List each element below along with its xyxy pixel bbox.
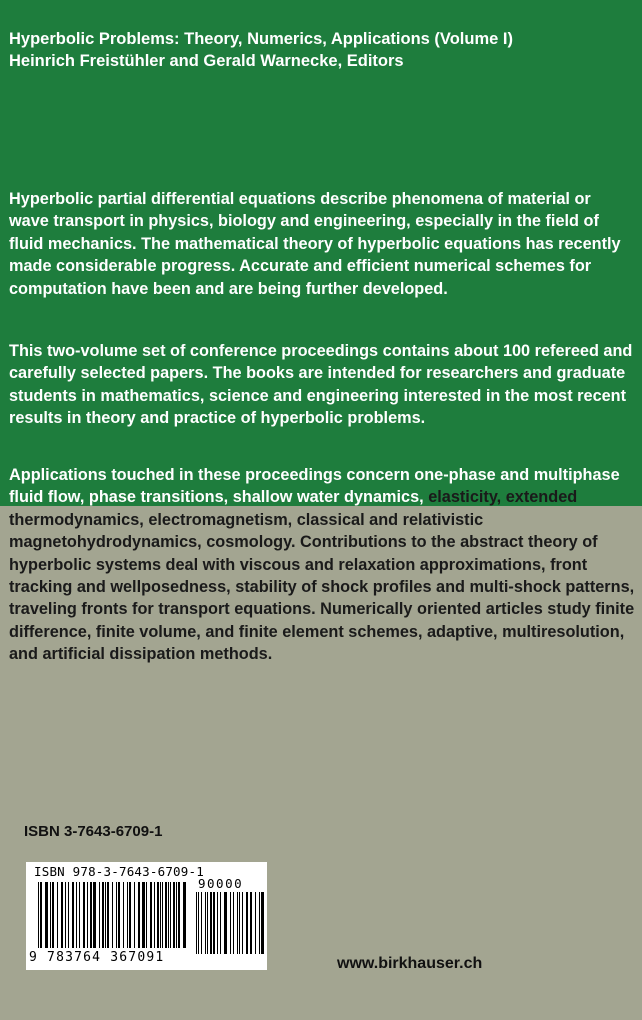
barcode-digits: 9 783764 367091: [29, 950, 165, 965]
editors-line: Heinrich Freistühler and Gerald Warnecke, Editors: [9, 52, 404, 70]
barcode-addon-digits: 90000: [198, 876, 244, 891]
description-paragraph-1: Hyperbolic partial differential equations describe phenomena of material or wave transport in physics, biology and engineering, especially in the field of fluid mechanics. The mathematical theory of hyperbolic equations has recently made considerable progress. Accurate and efficient numerical schemes for computation have been and are being further developed.: [9, 190, 621, 298]
barcode: [26, 862, 267, 970]
book-title: Hyperbolic Problems: Theory, Numerics, Applications (Volume I): [9, 30, 513, 48]
barcode-isbn-label: ISBN 978-3-7643-6709-1: [34, 864, 204, 879]
paragraph-3-light-part: Applications touched in these proceedings concern one-phase and multiphase fluid flow, phase transitions, shallow water dynamics,: [9, 466, 620, 507]
description-paragraph-2: This two-volume set of conference proceedings contains about 100 refereed and carefully selected papers. The books are intended for researchers and graduate students in mathematics, science and engineering interested in the most recent results in theory and practice of hyperbolic problems.: [9, 342, 633, 428]
paragraph-3-dark-part: elasticity, extended thermodynamics, electromagnetism, classical and relativistic magnetohydrodynamics, cosmology. Contributions to the abstract theory of hyperbolic systems deal with viscous and relaxation approximations, front tracking and wellposedness, stability of shock profiles and multi-shock patterns, traveling fronts for transport equations. Numerically oriented articles study finite difference, finite volume, and finite element schemes, adaptive, multiresolution, and artificial dissipation methods.: [9, 488, 635, 664]
isbn-text: ISBN 3-7643-6709-1: [24, 823, 163, 840]
description-paragraph-3: [9, 464, 635, 666]
header: [9, 28, 634, 72]
publisher-website: www.birkhauser.ch: [337, 955, 483, 972]
